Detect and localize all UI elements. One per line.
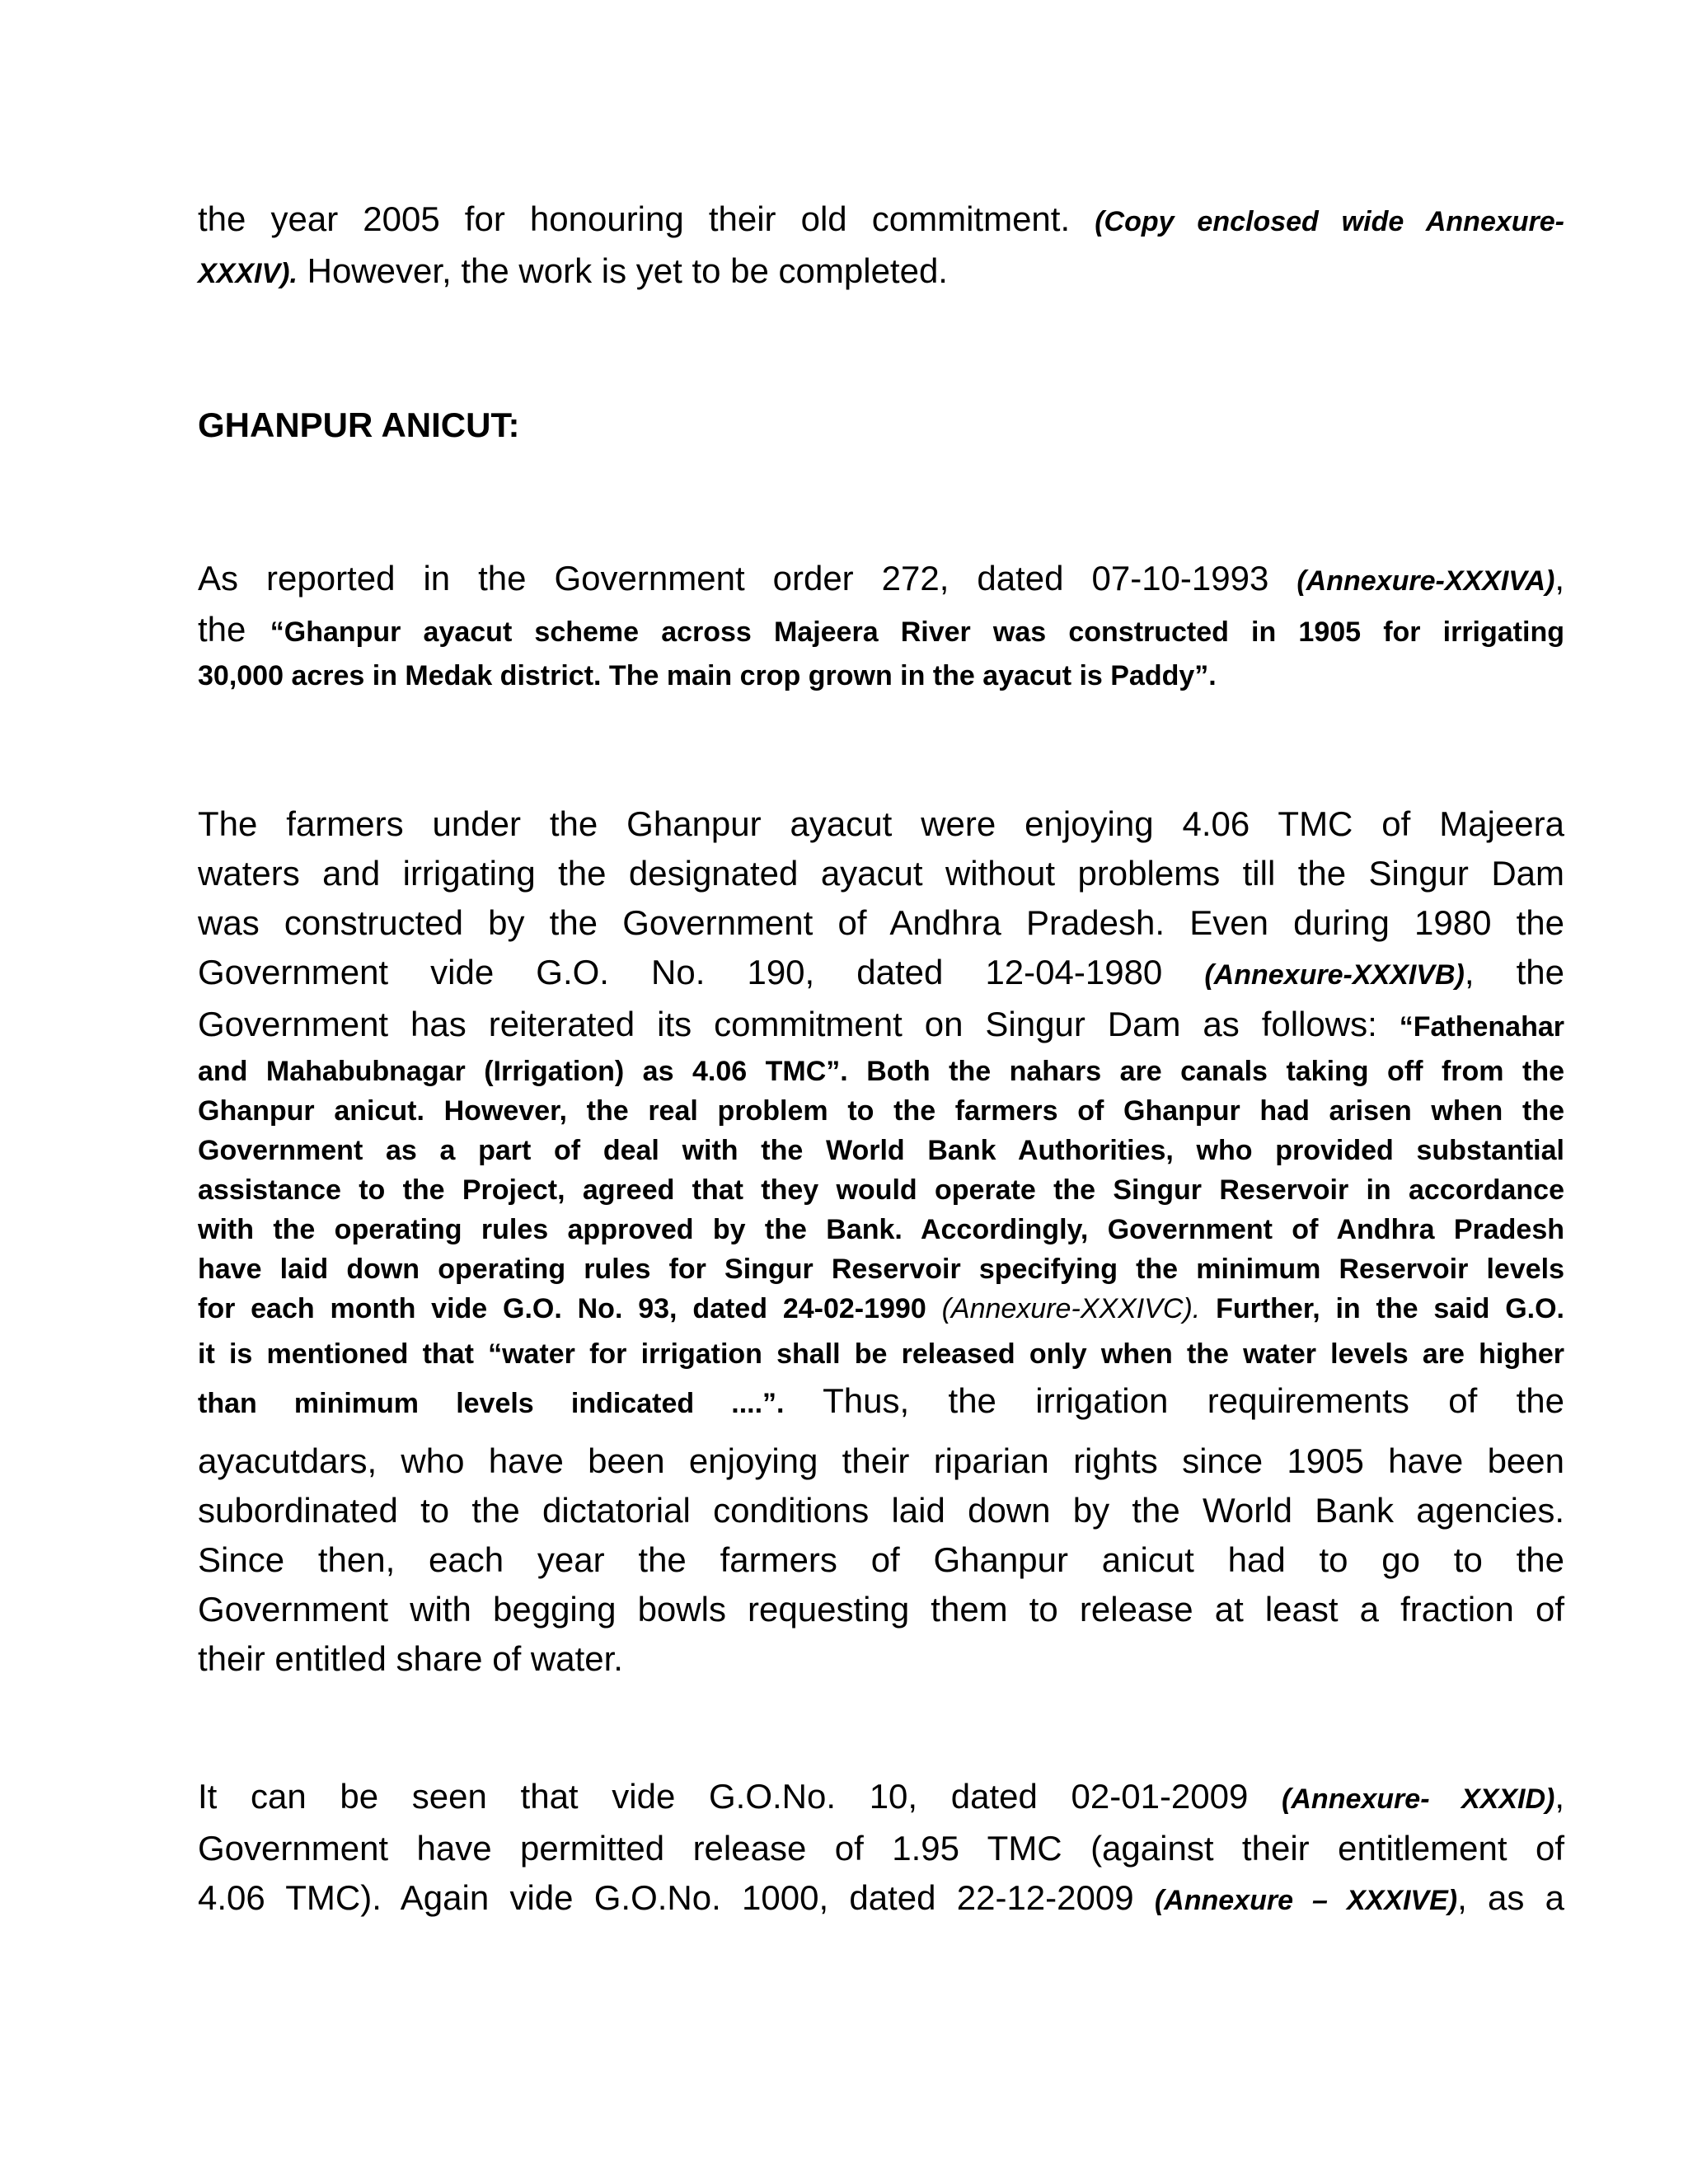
annexure-reference: XXXIV). bbox=[198, 258, 298, 289]
quoted-text: “Fathenahar bbox=[1399, 1011, 1564, 1043]
annexure-reference: (Annexure-XXXIVC). bbox=[941, 1293, 1201, 1324]
text-line: their entitled share of water. bbox=[198, 1639, 623, 1678]
text-line: ayacutdars, who have been enjoying their riparian rights since 1905 have been bbox=[198, 1441, 1564, 1480]
text-line: Since then, each year the farmers of Ghanpur anicut had to go to the bbox=[198, 1540, 1564, 1579]
quoted-text: 30,000 acres in Medak district. The main crop grown in the ayacut is Paddy”. bbox=[198, 660, 1217, 691]
text-line: the year 2005 for honouring their old commitment. (Copy enclosed wide Annexure- bbox=[198, 199, 1565, 238]
quoted-text: than minimum levels indicated ....”. bbox=[198, 1388, 785, 1419]
text-line: was constructed by the Government of Andhra Pradesh. Even during 1980 the bbox=[198, 903, 1564, 942]
text-line: and Mahabubnagar (Irrigation) as 4.06 TMC”. Both the nahars are canals taking off from the bbox=[198, 1056, 1564, 1087]
text-line: with the operating rules approved by the Bank. Accordingly, Government of Andhra Pradesh bbox=[198, 1214, 1564, 1245]
text-line: 4.06 TMC). Again vide G.O.No. 1000, dated 22-12-2009 (Annexure – XXXIVE), as a bbox=[198, 1878, 1564, 1917]
text-line: have laid down operating rules for Singur Reservoir specifying the minimum Reservoir levels bbox=[198, 1254, 1564, 1285]
text-line: waters and irrigating the designated ayacut without problems till the Singur Dam bbox=[198, 854, 1564, 893]
quoted-text: “Ghanpur ayacut scheme across Majeera River was constructed in 1905 for irrigating bbox=[270, 616, 1564, 648]
paragraph-go-272 bbox=[198, 554, 1564, 696]
paragraph-ghanpur-ayacut bbox=[198, 799, 1564, 1684]
text-line: it is mentioned that “water for irrigation shall be released only when the water levels are higher bbox=[198, 1338, 1564, 1370]
text-line: Government with begging bowls requesting them to release at least a fraction of bbox=[198, 1590, 1564, 1629]
text-line: for each month vide G.O. No. 93, dated 24-02-1990 (Annexure-XXXIVC). Further, in the said G.O. bbox=[198, 1293, 1564, 1324]
text-line: the “Ghanpur ayacut scheme across Majeera River was constructed in 1905 for irrigating bbox=[198, 610, 1564, 649]
paragraph-go-10 bbox=[198, 1772, 1564, 1925]
annexure-reference: (Annexure – XXXIVE) bbox=[1154, 1885, 1458, 1916]
text-line: It can be seen that vide G.O.No. 10, dated 02-01-2009 (Annexure- XXXID), bbox=[198, 1777, 1564, 1816]
annexure-reference: (Annexure-XXXIVA) bbox=[1296, 565, 1555, 597]
annexure-reference: (Copy enclosed wide Annexure- bbox=[1095, 206, 1565, 237]
text-line: subordinated to the dictatorial conditions laid down by the World Bank agencies. bbox=[198, 1491, 1564, 1530]
paragraph-continuation bbox=[198, 194, 1564, 298]
text-line: Ghanpur anicut. However, the real problem to the farmers of Ghanpur had arisen when the bbox=[198, 1095, 1564, 1127]
text-line: than minimum levels indicated ....”. Thus, the irrigation requirements of the bbox=[198, 1381, 1564, 1420]
text-line: Government have permitted release of 1.95 TMC (against their entitlement of bbox=[198, 1829, 1564, 1868]
text-line: Government as a part of deal with the World Bank Authorities, who provided substantial bbox=[198, 1135, 1564, 1166]
text-line: XXXIV). However, the work is yet to be completed. bbox=[198, 251, 948, 290]
annexure-reference: (Annexure-XXXIVB) bbox=[1204, 959, 1465, 991]
section-heading: GHANPUR ANICUT: bbox=[198, 405, 520, 444]
text-line: The farmers under the Ghanpur ayacut were enjoying 4.06 TMC of Majeera bbox=[198, 804, 1564, 843]
annexure-reference: (Annexure- XXXID) bbox=[1282, 1783, 1555, 1815]
text-line: Government vide G.O. No. 190, dated 12-04-1980 (Annexure-XXXIVB), the bbox=[198, 953, 1564, 991]
text-line: Government has reiterated its commitment on Singur Dam as follows: “Fathenahar bbox=[198, 1005, 1564, 1043]
text-line: assistance to the Project, agreed that they would operate the Singur Reservoir in accordance bbox=[198, 1174, 1564, 1206]
text-line: As reported in the Government order 272, dated 07-10-1993 (Annexure-XXXIVA), bbox=[198, 559, 1564, 598]
